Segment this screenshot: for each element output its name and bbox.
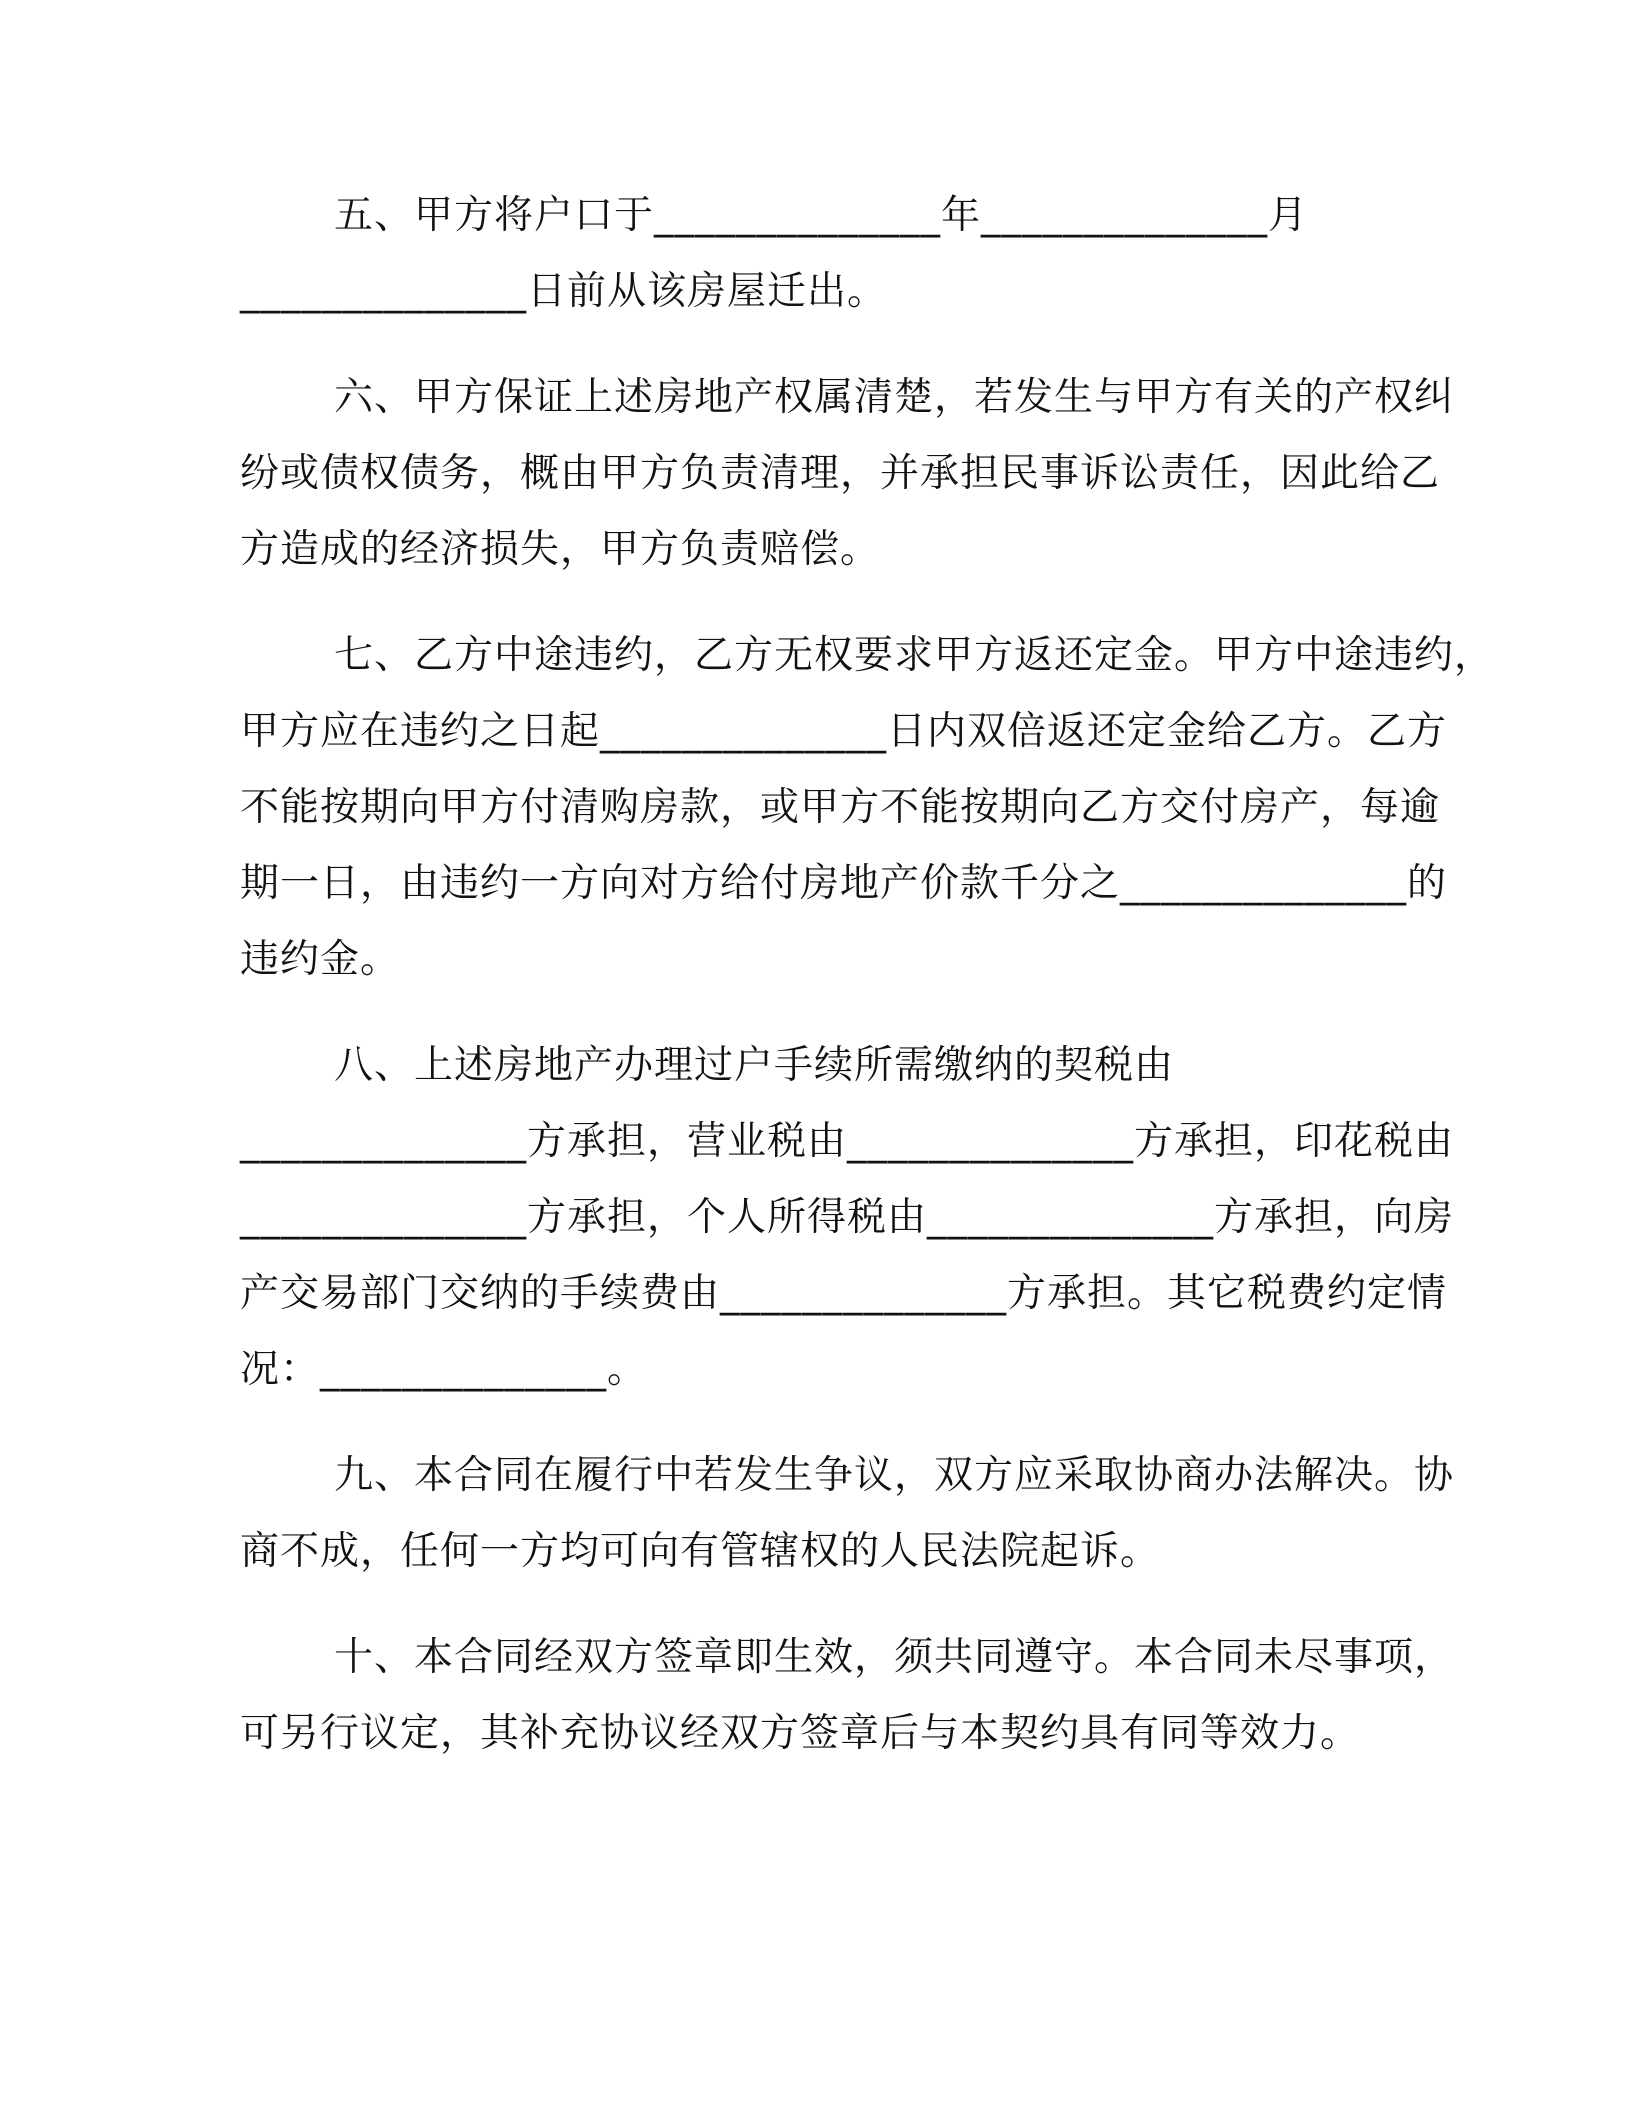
clause-7-line-2: 甲方应在违约之日起______________日内双倍返还定金给乙方。乙方 <box>240 709 1448 754</box>
clause-8-line-2: ______________方承担，营业税由______________方承担，印花税由 <box>240 1119 1455 1164</box>
clause-10-line-1: 十、本合同经双方签章即生效，须共同遵守。本合同未尽事项， <box>334 1635 1455 1680</box>
clause-8-line-3: ______________方承担，个人所得税由______________方承担，向房 <box>240 1195 1455 1240</box>
clause-7-line-4: 期一日，由违约一方向对方给付房地产价款千分之______________的 <box>240 861 1448 906</box>
clause-9-line-2: 商不成，任何一方均可向有管辖权的人民法院起诉。 <box>240 1529 1161 1574</box>
clause-5-line-1: 五、甲方将户口于______________年______________月 <box>334 193 1309 238</box>
clause-6-line-2: 纷或债权债务，概由甲方负责清理，并承担民事诉讼责任，因此给乙 <box>240 451 1441 496</box>
clause-5-line-2: ______________日前从该房屋迁出。 <box>240 269 888 314</box>
clause-6-line-3: 方造成的经济损失，甲方负责赔偿。 <box>240 527 881 572</box>
clause-8-line-1: 八、上述房地产办理过户手续所需缴纳的契税由 <box>334 1043 1175 1088</box>
clause-7-line-1: 七、乙方中途违约，乙方无权要求甲方返还定金。甲方中途违约， <box>334 633 1495 678</box>
clause-7-line-5: 违约金。 <box>240 937 401 982</box>
clause-8-line-4: 产交易部门交纳的手续费由______________方承担。其它税费约定情 <box>240 1271 1448 1316</box>
clause-7-line-3: 不能按期向甲方付清购房款，或甲方不能按期向乙方交付房产，每逾 <box>240 785 1441 830</box>
clause-10-line-2: 可另行议定，其补充协议经双方签章后与本契约具有同等效力。 <box>240 1711 1361 1756</box>
clause-9-line-1: 九、本合同在履行中若发生争议，双方应采取协商办法解决。协 <box>334 1453 1455 1498</box>
clause-8-line-5: 况：______________。 <box>240 1347 648 1392</box>
clause-6-line-1: 六、甲方保证上述房地产权属清楚，若发生与甲方有关的产权纠 <box>334 375 1455 420</box>
